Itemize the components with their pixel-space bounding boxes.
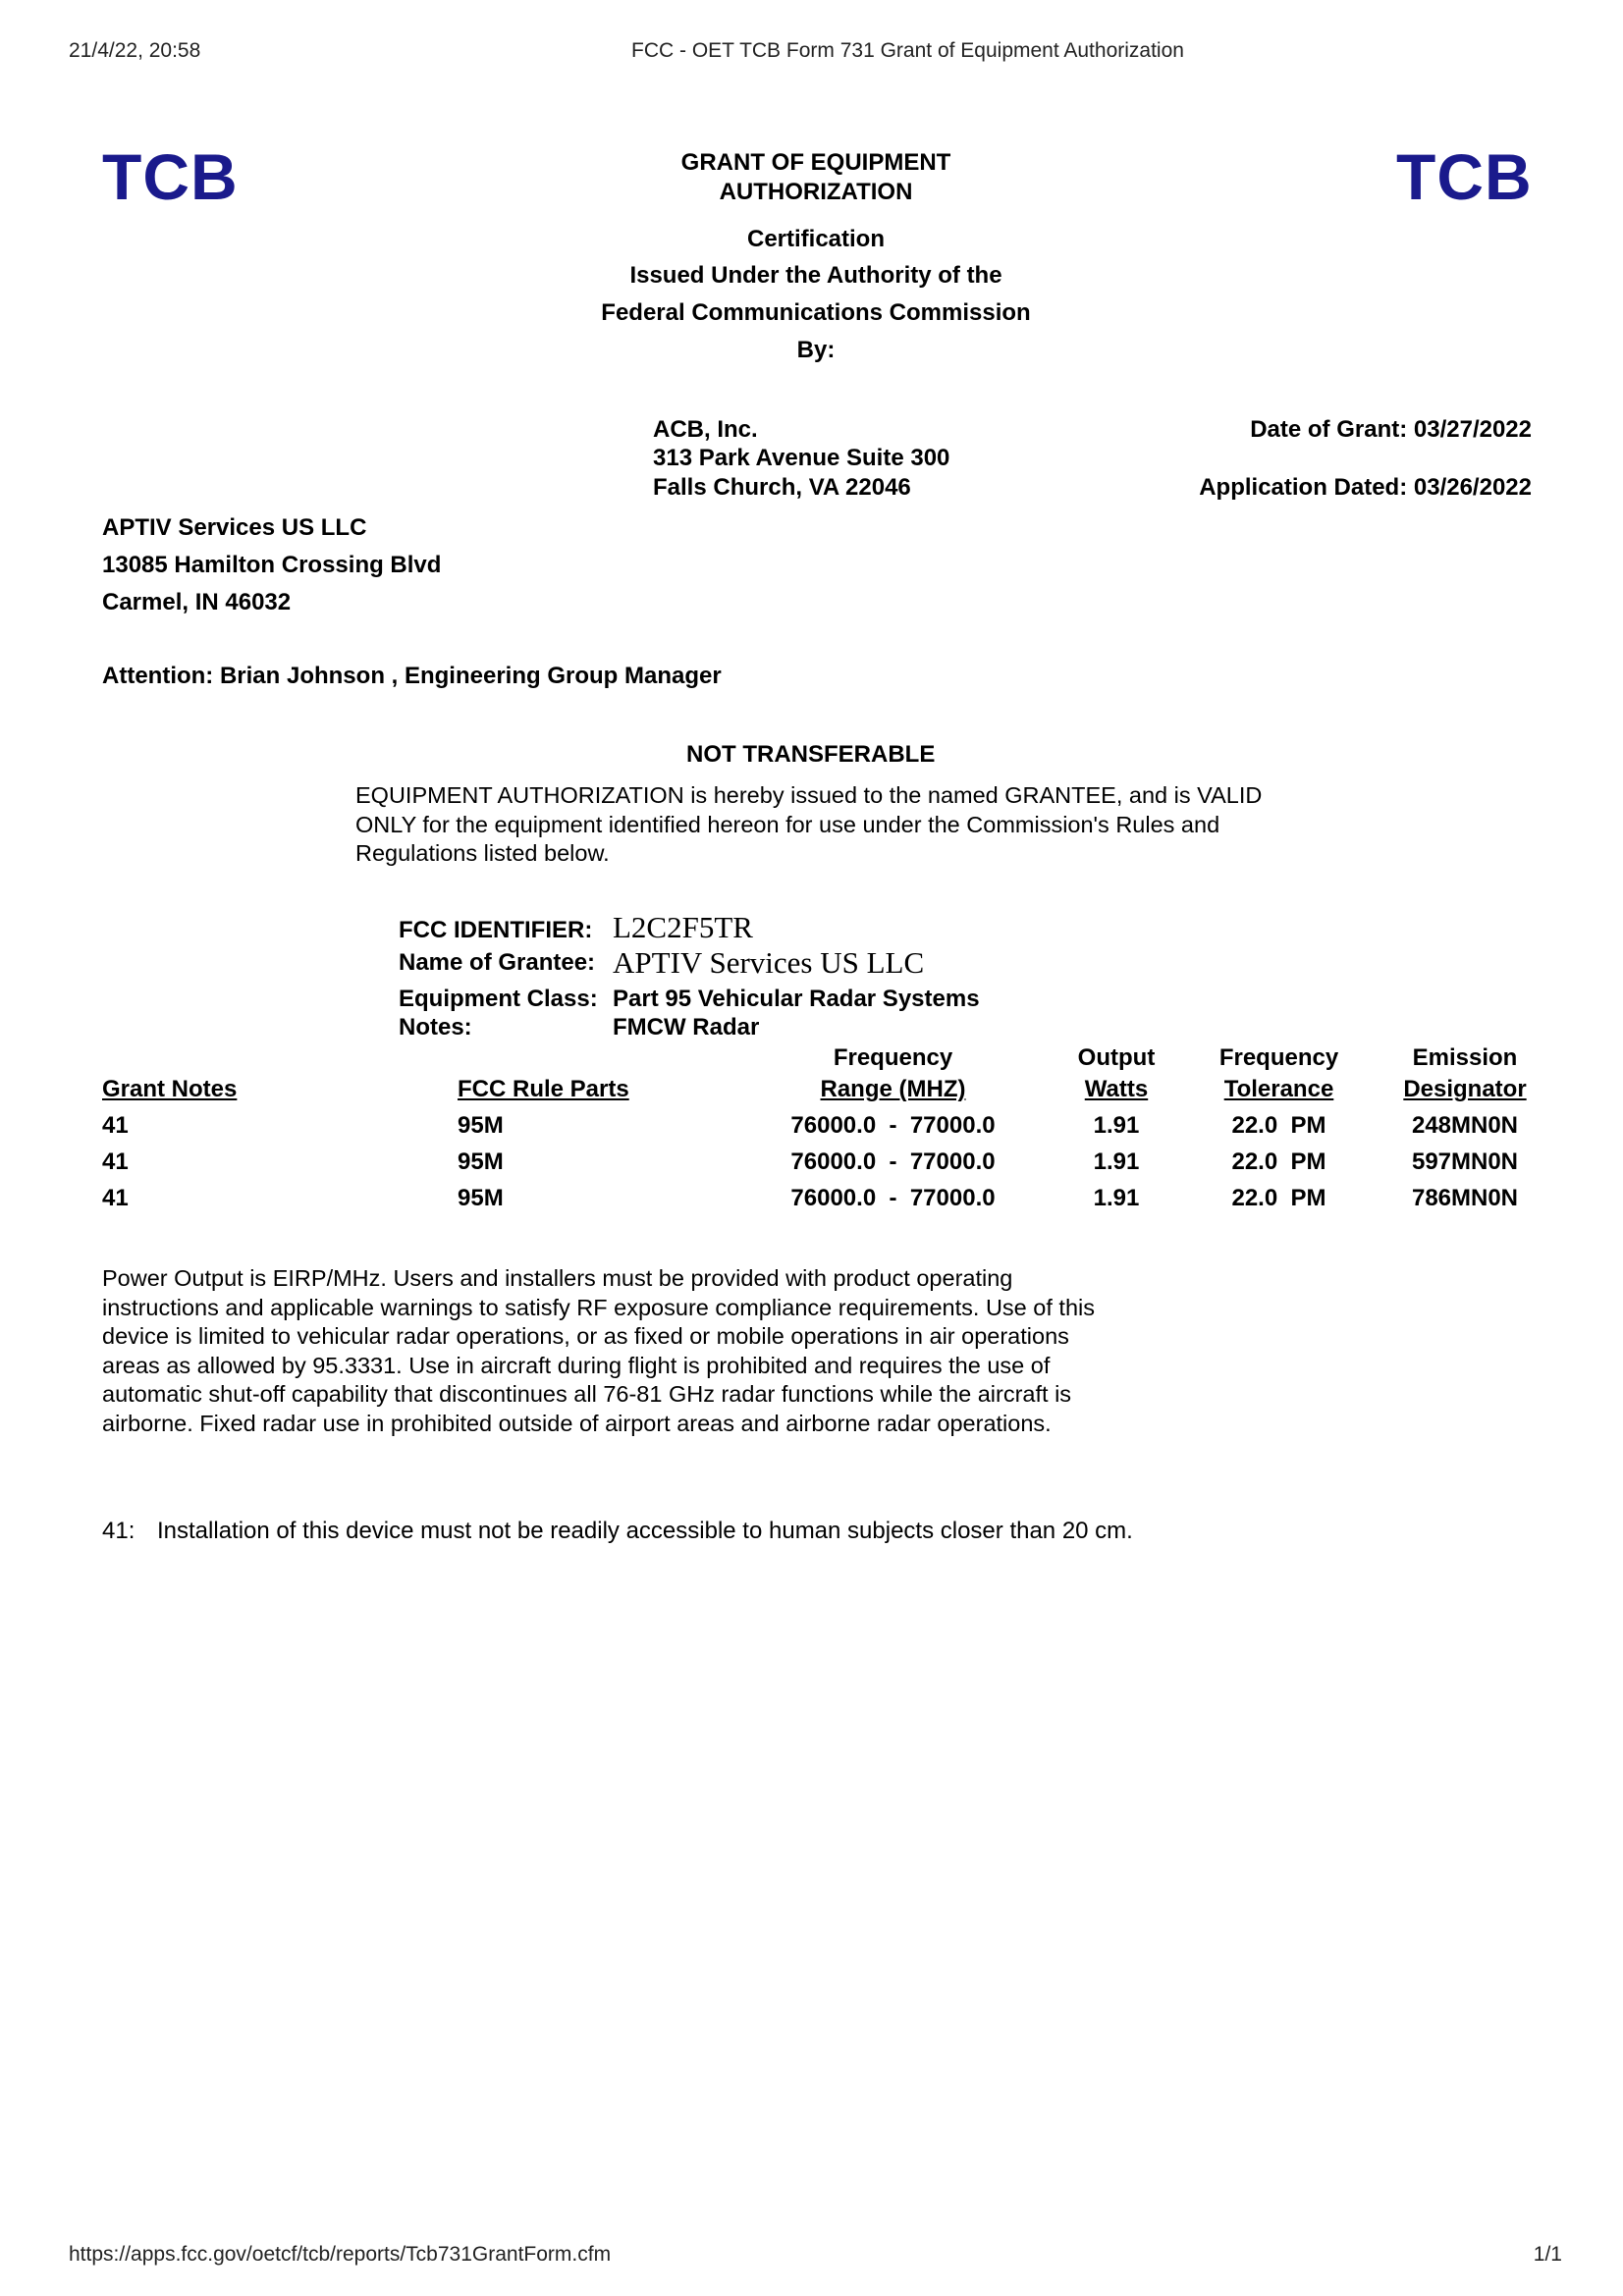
table-cell: 41 — [102, 1185, 129, 1211]
table-row — [102, 1140, 1571, 1176]
table-row — [102, 1103, 1571, 1140]
note-41-code: 41: — [102, 1518, 135, 1544]
table-header-row-top — [102, 1042, 1571, 1072]
table-cell: 95M — [458, 1148, 504, 1175]
table-cell: 41 — [102, 1112, 129, 1139]
heading-line-2: AUTHORIZATION — [719, 179, 913, 205]
table-cell: 95M — [458, 1185, 504, 1211]
header-top-cell: Frequency — [833, 1044, 953, 1071]
heading-authority: Issued Under the Authority of the — [629, 262, 1002, 289]
heading-by: By: — [796, 337, 836, 363]
tcb-logo-left: TCB — [102, 140, 239, 213]
grantee-address-2: Carmel, IN 46032 — [102, 589, 292, 615]
column-header-grant-notes: Grant Notes — [102, 1076, 238, 1102]
heading-certification: Certification — [746, 226, 885, 252]
column-header-watts: Watts — [1084, 1076, 1149, 1102]
header-top-cell — [102, 1042, 458, 1072]
table-row — [102, 1176, 1571, 1212]
grant-table — [102, 1042, 1571, 1212]
issuer-address-1: 313 Park Avenue Suite 300 — [653, 445, 950, 471]
tcb-logo-right: TCB — [1396, 140, 1533, 213]
header-top-cell: Output — [1077, 1044, 1156, 1071]
table-cell: 76000.0 - 77000.0 — [790, 1148, 996, 1175]
table-cell: 597MN0N — [1411, 1148, 1519, 1175]
table-cell: 22.0 PM — [1231, 1185, 1326, 1211]
table-cell: 76000.0 - 77000.0 — [790, 1112, 996, 1139]
table-cell: 22.0 PM — [1231, 1148, 1326, 1175]
not-transferable-text: EQUIPMENT AUTHORIZATION is hereby issued to the named GRANTEE, and is VALID ONLY for the equipment identified hereon for use under the Commission's Rules and Regulations listed below. — [355, 782, 1263, 866]
print-datetime: 21/4/22, 20:58 — [69, 39, 201, 62]
column-header-rule-parts: FCC Rule Parts — [458, 1076, 629, 1102]
table-cell: 786MN0N — [1411, 1185, 1519, 1211]
print-page-number: 1/1 — [1533, 2243, 1562, 2266]
grantee-name: APTIV Services US LLC — [102, 514, 367, 541]
table-cell: 95M — [458, 1112, 504, 1139]
fcc-id-value: L2C2F5TR — [613, 910, 753, 944]
heading-fcc: Federal Communications Commission — [601, 299, 1031, 326]
grantee-address-1: 13085 Hamilton Crossing Blvd — [102, 552, 442, 578]
table-cell: 248MN0N — [1411, 1112, 1519, 1139]
header-top-cell — [458, 1042, 752, 1072]
table-header-row — [102, 1072, 1571, 1103]
heading-line-1: GRANT OF EQUIPMENT — [680, 149, 951, 176]
header-top-cell: Emission — [1412, 1044, 1518, 1071]
table-cell: 1.91 — [1093, 1148, 1140, 1175]
issuer-name: ACB, Inc. — [653, 416, 758, 443]
not-transferable-title: NOT TRANSFERABLE — [686, 741, 936, 768]
notes-label: Notes: — [399, 1014, 472, 1041]
attention-line: Attention: Brian Johnson , Engineering Group Manager — [102, 663, 722, 689]
date-of-grant: Date of Grant: 03/27/2022 — [1250, 416, 1532, 443]
print-title: FCC - OET TCB Form 731 Grant of Equipment Authorization — [631, 39, 1184, 62]
application-date: Application Dated: 03/26/2022 — [1199, 474, 1532, 501]
header-top-cell: Frequency — [1218, 1044, 1339, 1071]
table-cell: 22.0 PM — [1231, 1112, 1326, 1139]
table-cell: 1.91 — [1093, 1112, 1140, 1139]
grantee-name-value: APTIV Services US LLC — [613, 945, 925, 980]
issuer-address-2: Falls Church, VA 22046 — [653, 474, 911, 501]
grantee-name-label: Name of Grantee: — [399, 949, 596, 976]
column-header-range: Range (MHZ) — [820, 1076, 966, 1102]
grant-remarks: Power Output is EIRP/MHz. Users and installers must be provided with product operating instructions and applicable warnings to satisfy RF exposure compliance requirements. Use of this device is limited to vehicular radar operations, or as fixed or mobile operations in air operations areas as allowed by 95.3331. Use in aircraft during flight is prohibited and requires the use of automatic shut-off capability that discontinues all 76-81 GHz radar functions while the aircraft is airborne. Fixed radar use in prohibited outside of airport areas and airborne radar operations. — [102, 1265, 1095, 1436]
notes-value: FMCW Radar — [613, 1014, 760, 1041]
equipment-class-label: Equipment Class: — [399, 986, 598, 1012]
table-cell: 76000.0 - 77000.0 — [790, 1185, 996, 1211]
table-cell: 1.91 — [1093, 1185, 1140, 1211]
column-header-designator: Designator — [1403, 1076, 1527, 1102]
print-url: https://apps.fcc.gov/oetcf/tcb/reports/Tcb731GrantForm.cfm — [69, 2243, 612, 2266]
equipment-class-value: Part 95 Vehicular Radar Systems — [613, 986, 980, 1012]
note-41-text: Installation of this device must not be readily accessible to human subjects closer than 20 cm. — [157, 1518, 1133, 1544]
table-cell: 41 — [102, 1148, 129, 1175]
column-header-tolerance: Tolerance — [1223, 1076, 1334, 1102]
fcc-id-label: FCC IDENTIFIER: — [399, 917, 593, 943]
